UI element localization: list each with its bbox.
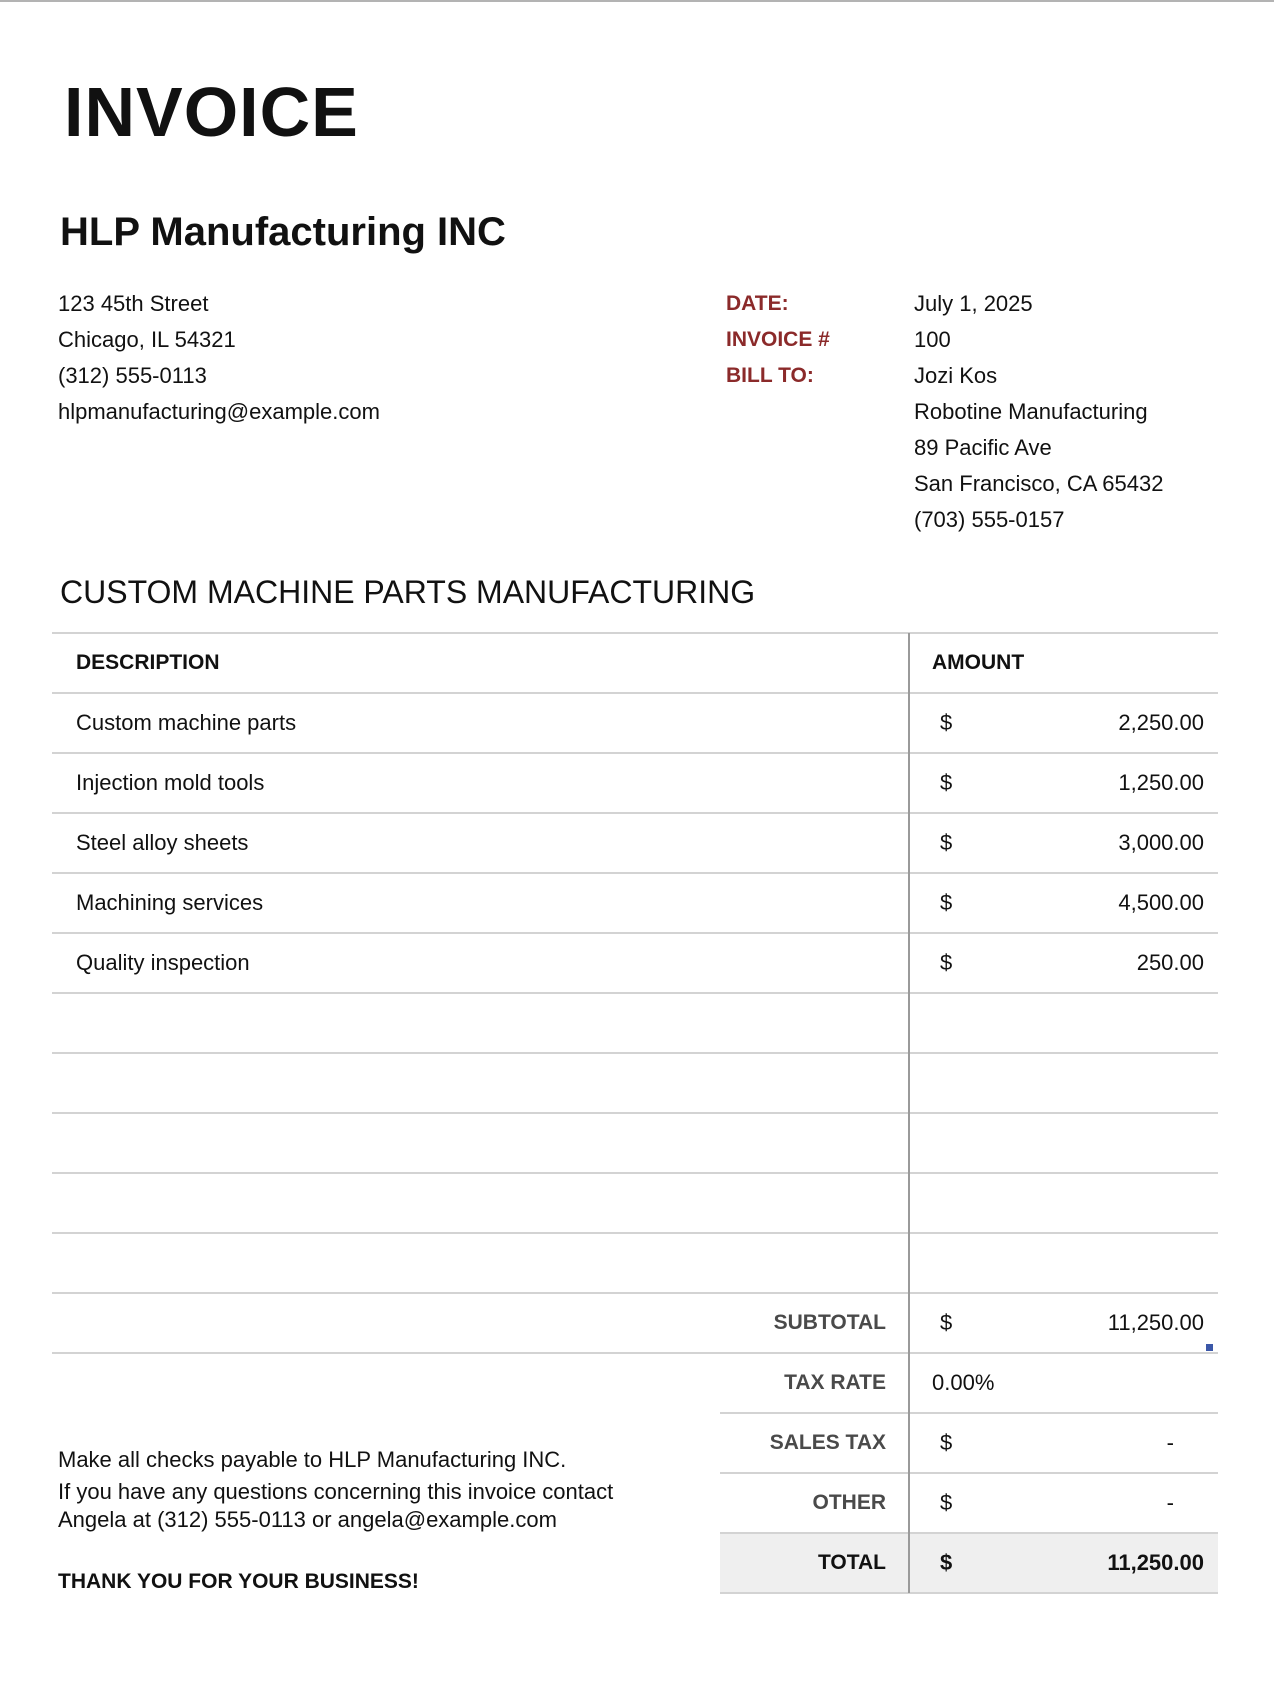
other-value: -	[1166, 1490, 1174, 1515]
description-header: DESCRIPTION	[76, 651, 220, 674]
item-description: Machining services	[76, 890, 264, 915]
table-top-border	[52, 632, 1218, 634]
page-top-border	[0, 0, 1274, 2]
item-amount: 2,250.00	[1118, 710, 1204, 735]
total-value: 11,250.00	[1107, 1550, 1204, 1575]
row-divider	[52, 1232, 1218, 1234]
item-amount: 1,250.00	[1118, 770, 1204, 795]
project-title: CUSTOM MACHINE PARTS MANUFACTURING	[60, 574, 756, 610]
invoice-meta-labels	[726, 286, 830, 394]
row-divider	[52, 1172, 1218, 1174]
bill-to-label: BILL TO:	[726, 364, 814, 387]
tax-rate-label: TAX RATE	[784, 1371, 886, 1394]
payable-note: Make all checks payable to HLP Manufacturing INC.	[58, 1447, 567, 1472]
sales-tax-value: -	[1166, 1430, 1174, 1455]
sender-city: Chicago, IL 54321	[58, 327, 236, 352]
invoice-title: INVOICE	[64, 73, 359, 151]
amount-header: AMOUNT	[932, 651, 1025, 674]
currency-symbol: $	[940, 710, 953, 735]
bill-to-company: Robotine Manufacturing	[914, 399, 1148, 424]
column-divider	[908, 633, 910, 1593]
currency-symbol: $	[940, 830, 953, 855]
currency-symbol: $	[940, 1490, 953, 1515]
sender-phone: (312) 555-0113	[58, 363, 207, 388]
item-amount: 4,500.00	[1118, 890, 1204, 915]
item-amount: 3,000.00	[1118, 830, 1204, 855]
bill-to-phone: (703) 555-0157	[914, 507, 1065, 532]
subtotal-label: SUBTOTAL	[773, 1311, 886, 1334]
bill-to-city: San Francisco, CA 65432	[914, 471, 1164, 496]
tax-rate-value: 0.00%	[932, 1370, 995, 1395]
currency-symbol: $	[940, 950, 953, 975]
cell-fill-handle[interactable]	[1206, 1344, 1213, 1351]
total-label: TOTAL	[817, 1551, 886, 1574]
row-divider	[52, 1052, 1218, 1054]
contact-line-1: If you have any questions concerning this invoice contact	[58, 1479, 614, 1504]
date-label: DATE:	[726, 292, 789, 315]
date-value: July 1, 2025	[914, 291, 1033, 316]
contact-line-2: Angela at (312) 555-0113 or angela@example.com	[58, 1507, 557, 1532]
currency-symbol: $	[940, 1550, 953, 1575]
item-description: Custom machine parts	[76, 710, 297, 735]
item-description: Injection mold tools	[76, 770, 265, 795]
sales-tax-label: SALES TAX	[769, 1431, 886, 1454]
item-description: Quality inspection	[76, 950, 250, 975]
invoice-number-label: INVOICE #	[726, 328, 830, 351]
currency-symbol: $	[940, 770, 953, 795]
bill-to-name: Jozi Kos	[914, 363, 998, 388]
item-amount: 250.00	[1136, 950, 1204, 975]
currency-symbol: $	[940, 1430, 953, 1455]
sender-address	[58, 286, 380, 430]
sender-street: 123 45th Street	[58, 291, 209, 316]
row-divider	[52, 1292, 1218, 1294]
subtotal-border	[52, 1352, 1218, 1354]
sender-email: hlpmanufacturing@example.com	[58, 399, 380, 424]
bill-to-street: 89 Pacific Ave	[914, 435, 1052, 460]
subtotal-value: 11,250.00	[1107, 1310, 1204, 1335]
invoice-meta-values	[914, 286, 1163, 538]
currency-symbol: $	[940, 890, 953, 915]
invoice-number-value: 100	[914, 327, 951, 352]
row-divider	[52, 1112, 1218, 1114]
currency-symbol: $	[940, 1310, 953, 1335]
item-description: Steel alloy sheets	[76, 830, 249, 855]
other-label: OTHER	[812, 1491, 886, 1514]
thank-you-message: THANK YOU FOR YOUR BUSINESS!	[58, 1570, 419, 1593]
company-name: HLP Manufacturing INC	[60, 210, 506, 254]
